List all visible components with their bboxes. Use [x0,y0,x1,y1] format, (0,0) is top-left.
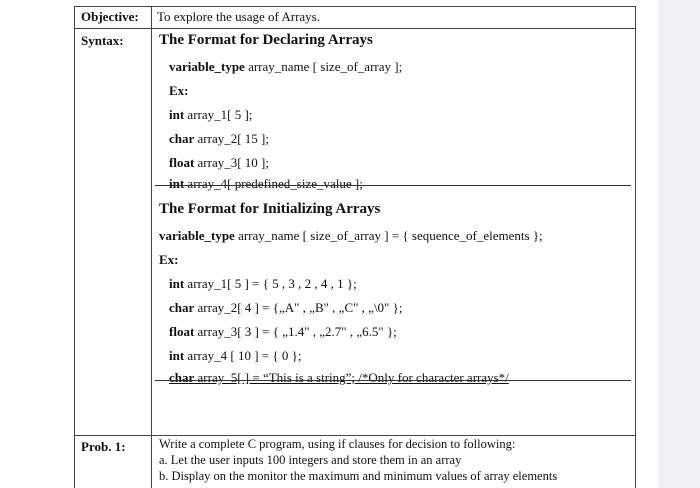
declare-example-line: int array_1[ 5 ]; [169,107,253,122]
lab-sheet-table [74,6,636,488]
init-example-line: char array_2[ 4 ] = {„A" , „B" , „C" , „\0" }; [169,300,403,315]
init-example-line: int array_1[ 5 ] = { 5 , 3 , 2 , 4 , 1 }; [169,276,357,291]
init-example-line: char array_5[ ] = “This is a string”; /*Only for character arrays*/ [169,370,509,385]
objective-label: Objective: [81,9,139,24]
declare-example-line: float array_3[ 10 ]; [169,155,269,170]
row-divider-objective [75,28,635,29]
init-example-line: float array_3[ 3 ] = { „1.4" , „2.7" , „6.5" }; [169,324,397,339]
init-ex-label: Ex: [159,252,179,267]
declare-example-line: char array_2[ 15 ]; [169,131,269,146]
init-example-line: int array_4 [ 10 ] = { 0 }; [169,348,302,363]
section-rule [155,185,631,186]
declare-format: variable_type array_name [ size_of_array ]; [169,59,403,74]
init-heading: The Format for Initializing Arrays [159,201,381,217]
init-format: variable_type array_name [ size_of_array ] = { sequence_of_elements }; [159,228,543,243]
prob-label: Prob. 1: [81,439,126,454]
problem-line: a. Let the user inputs 100 integers and store them in an array [159,453,462,467]
syntax-label: Syntax: [81,33,124,48]
row-divider-problem [75,435,635,436]
section-rule [155,380,631,381]
problem-line: Write a complete C program, using if clauses for decision to following: [159,437,516,451]
problem-line: b. Display on the monitor the maximum and minimum values of array elements [159,469,558,483]
column-divider [151,7,152,488]
declare-ex-label: Ex: [169,83,189,98]
page-margin-shade [658,0,700,488]
objective-text: To explore the usage of Arrays. [157,9,320,24]
declare-example-line: int array_4[ predefined_size_value ]; [169,176,363,191]
declare-heading: The Format for Declaring Arrays [159,32,373,48]
